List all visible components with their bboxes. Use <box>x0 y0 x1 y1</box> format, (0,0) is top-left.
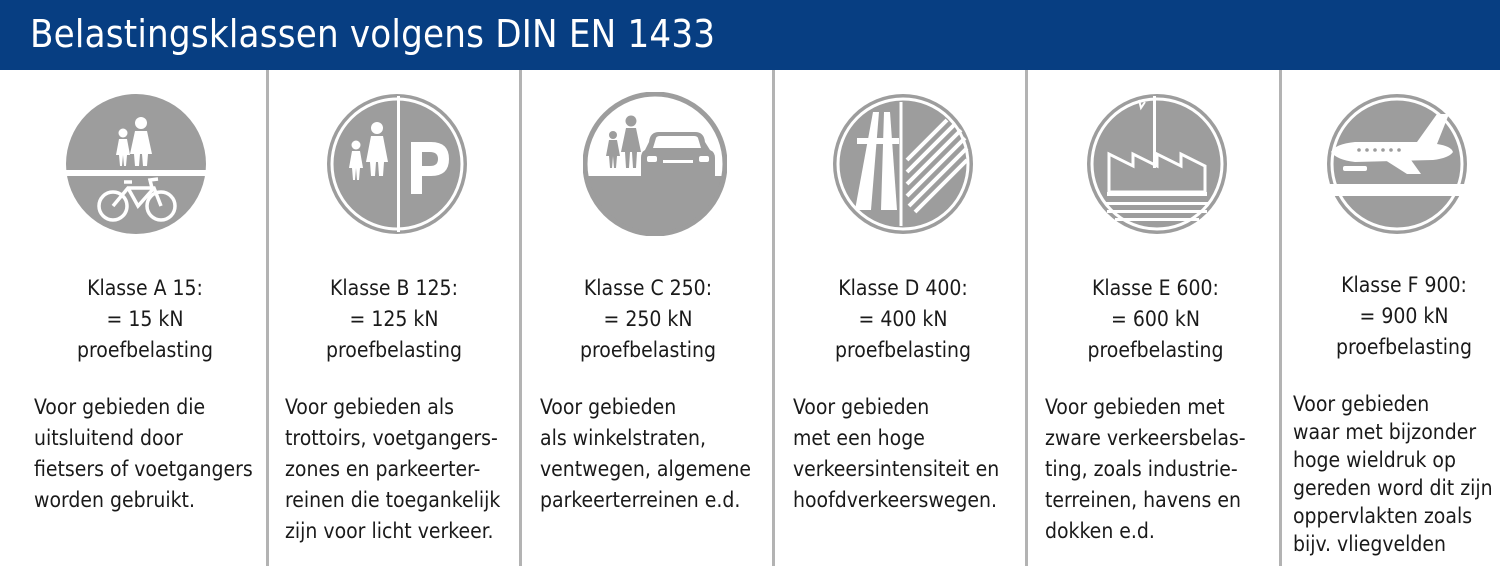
desc-line: Voor gebieden <box>540 395 677 419</box>
desc-line: zones en parkeerter- <box>285 457 481 481</box>
class-name: Klasse C 250: <box>583 276 713 300</box>
class-load: = 250 kN <box>603 307 693 331</box>
desc-line: ventwegen, algemene <box>540 457 751 481</box>
class-test: proefbelasting <box>1335 335 1473 359</box>
airplane-icon <box>1325 92 1469 236</box>
class-b-label <box>269 273 519 366</box>
desc-line: zware verkeersbelas- <box>1045 426 1246 450</box>
desc-line: fietsers of voetgangers <box>34 457 253 481</box>
class-c-column <box>522 70 772 566</box>
class-d-label <box>778 273 1028 366</box>
class-test: proefbelasting <box>325 338 463 362</box>
desc-line: worden gebruikt. <box>34 488 195 512</box>
class-test: proefbelasting <box>579 338 717 362</box>
class-test: proefbelasting <box>834 338 972 362</box>
desc-line: Voor gebieden <box>1293 392 1430 416</box>
desc-line: met een hoge <box>793 426 925 450</box>
class-name: Klasse E 600: <box>1092 276 1219 300</box>
class-name: Klasse F 900: <box>1341 273 1467 297</box>
class-e-description <box>1045 392 1246 547</box>
header-bar <box>0 0 1500 70</box>
class-e-label <box>1030 273 1281 366</box>
class-a-column <box>0 70 266 566</box>
desc-line: hoge wieldruk op <box>1293 448 1456 472</box>
class-load: = 125 kN <box>349 307 439 331</box>
class-name: Klasse D 400: <box>838 276 968 300</box>
pedestrian-car-icon <box>583 92 727 236</box>
class-name: Klasse B 125: <box>330 276 458 300</box>
desc-line: reinen die toegankelijk <box>285 488 501 512</box>
desc-line: Voor gebieden <box>793 395 930 419</box>
class-e-column <box>1028 70 1279 566</box>
desc-line: hoofdverkeerswegen. <box>793 488 998 512</box>
desc-line: terreinen, havens en <box>1045 488 1241 512</box>
desc-line: zijn voor licht verkeer. <box>285 519 494 543</box>
desc-line: Voor gebieden die <box>34 395 206 419</box>
class-a-description <box>34 392 253 516</box>
class-b-column <box>269 70 519 566</box>
desc-line: Voor gebieden met <box>1045 395 1225 419</box>
class-a-label <box>12 273 278 366</box>
class-load: = 600 kN <box>1111 307 1200 331</box>
motorway-icon <box>831 92 975 236</box>
desc-line: bijv. vliegvelden <box>1293 532 1446 556</box>
desc-line: oppervlakten zoals <box>1293 504 1473 528</box>
desc-line: als winkelstraten, <box>540 426 707 450</box>
desc-line: trottoirs, voetgangers- <box>285 426 498 450</box>
class-test: proefbelasting <box>1087 338 1224 362</box>
class-f-label <box>1295 270 1500 363</box>
page-title: Belastingsklassen volgens DIN EN 1433 <box>30 12 716 56</box>
industry-crane-icon <box>1085 92 1229 236</box>
class-load: = 400 kN <box>858 307 948 331</box>
desc-line: Voor gebieden als <box>285 395 454 419</box>
class-d-description <box>793 392 999 516</box>
desc-line: parkeerterreinen e.d. <box>540 488 741 512</box>
class-f-description <box>1293 390 1493 558</box>
desc-line: ting, zoals industrie- <box>1045 457 1238 481</box>
desc-line: uitsluitend door <box>34 426 183 450</box>
desc-line: gereden word dit zijn <box>1293 476 1493 500</box>
desc-line: waar met bijzonder <box>1293 420 1477 444</box>
desc-line: dokken e.d. <box>1045 519 1155 543</box>
class-c-description <box>540 392 751 516</box>
class-c-label <box>523 273 773 366</box>
pedestrian-parking-icon <box>325 92 469 236</box>
class-test: proefbelasting <box>76 338 214 362</box>
pedestrian-bicycle-icon <box>64 92 208 236</box>
class-f-column <box>1282 70 1500 566</box>
class-b-description <box>285 392 500 547</box>
class-load: = 900 kN <box>1359 304 1449 328</box>
class-name: Klasse A 15: <box>87 276 203 300</box>
class-d-column <box>775 70 1025 566</box>
class-load: = 15 kN <box>106 307 184 331</box>
desc-line: verkeersintensiteit en <box>793 457 1000 481</box>
